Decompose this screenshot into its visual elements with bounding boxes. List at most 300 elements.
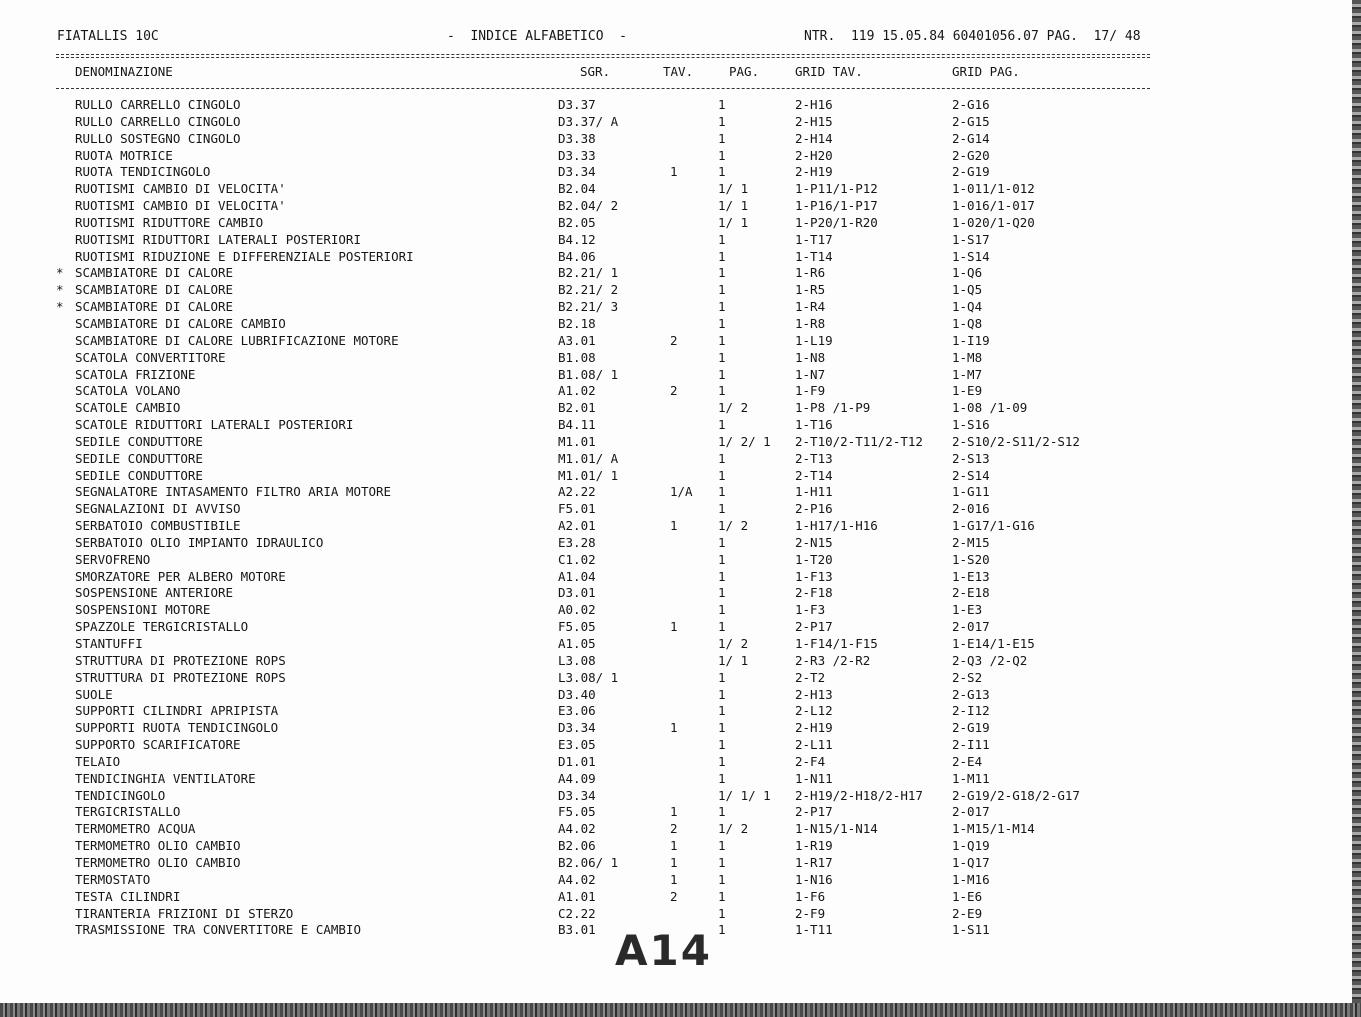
part-name: STRUTTURA DI PROTEZIONE ROPS [75, 652, 286, 668]
part-name: RUOTISMI RIDUZIONE E DIFFERENZIALE POSTERIORI [75, 248, 414, 264]
pag-value: 1/ 2 [718, 518, 749, 534]
pag-value: 1 [718, 265, 726, 281]
part-name: RUOTA TENDICINGOLO [75, 164, 211, 180]
table-row [0, 468, 1361, 485]
table-row [0, 97, 1361, 114]
pag-value: 1 [718, 450, 726, 466]
pag-value: 1 [718, 602, 726, 618]
row-marker: * [56, 265, 64, 281]
row-marker: * [56, 299, 64, 315]
grid-pag-value: 1-S20 [952, 551, 990, 567]
header-divider-top [56, 54, 1150, 55]
pag-value: 1 [718, 619, 726, 635]
pag-value: 1 [718, 703, 726, 719]
pag-value: 1 [718, 686, 726, 702]
sgr-code: B2.06 [558, 838, 596, 854]
sgr-code: B4.11 [558, 417, 596, 433]
grid-pag-value: 2-G14 [952, 130, 990, 146]
grid-tav-value: 1-T16 [795, 417, 833, 433]
sgr-code: E3.06 [558, 703, 596, 719]
table-row [0, 215, 1361, 232]
tav-value: 1/A [670, 484, 693, 500]
sgr-code: M1.01/ 1 [558, 467, 619, 483]
grid-tav-value: 1-F14/1-F15 [795, 636, 878, 651]
sgr-code: A2.01 [558, 518, 596, 534]
index-title: - INDICE ALFABETICO - [447, 29, 628, 44]
part-name: RUOTA MOTRICE [75, 147, 173, 163]
tav-value: 1 [670, 871, 678, 887]
pag-value: 1/ 1 [718, 198, 749, 214]
grid-pag-value: 1-S17 [952, 231, 990, 247]
pag-value: 1 [718, 97, 726, 112]
part-name: SCATOLE CAMBIO [75, 400, 181, 416]
grid-tav-value: 2-H19 [795, 164, 833, 180]
grid-tav-value: 1-F6 [795, 888, 826, 904]
sgr-code: D3.38 [558, 130, 596, 146]
table-row [0, 148, 1361, 165]
pag-value: 1 [718, 299, 726, 315]
table-row [0, 569, 1361, 586]
grid-pag-value: 1-S16 [952, 417, 990, 433]
part-name: RULLO CARRELLO CINGOLO [75, 113, 241, 129]
grid-tav-value: 1-R5 [795, 282, 826, 298]
scan-edge-right [1352, 0, 1361, 1003]
pag-value: 1 [718, 804, 726, 820]
part-name: RULLO CARRELLO CINGOLO [75, 97, 241, 112]
part-name: RUOTISMI RIDUTTORI LATERALI POSTERIORI [75, 231, 361, 247]
pag-value: 1/ 2/ 1 [718, 433, 771, 449]
grid-pag-value: 1-08 /1-09 [952, 400, 1028, 416]
pag-value: 1 [718, 147, 726, 163]
pag-value: 1 [718, 534, 726, 550]
grid-tav-value: 2-T2 [795, 669, 826, 685]
table-row [0, 350, 1361, 367]
col-grid-pag-header: GRID PAG. [952, 64, 1020, 79]
sgr-code: A2.22 [558, 484, 596, 500]
pag-value: 1/ 1 [718, 652, 749, 668]
part-name: SCAMBIATORE DI CALORE [75, 265, 234, 281]
table-row [0, 653, 1361, 670]
tav-value: 1 [670, 854, 678, 870]
grid-pag-value: 1-E14/1-E15 [952, 636, 1035, 651]
table-row [0, 181, 1361, 198]
part-name: SEDILE CONDUTTORE [75, 467, 203, 483]
table-row [0, 771, 1361, 788]
part-name: TERGICRISTALLO [75, 804, 181, 820]
part-name: SEGNALATORE INTASAMENTO FILTRO ARIA MOTORE [75, 484, 392, 500]
col-sgr-header: SGR. [580, 64, 611, 79]
grid-tav-value: 2-H13 [795, 686, 833, 702]
table-row [0, 198, 1361, 215]
table-row [0, 838, 1361, 855]
pag-value: 1 [718, 282, 726, 298]
grid-tav-value: 2-T13 [795, 450, 833, 466]
grid-pag-value: 1-Q5 [952, 282, 983, 298]
sgr-code: B2.04/ 2 [558, 198, 619, 214]
grid-tav-value: 1-P16/1-P17 [795, 198, 878, 214]
grid-tav-value: 2-P17 [795, 804, 833, 820]
grid-tav-value: 1-N15/1-N14 [795, 821, 878, 837]
sgr-code: E3.05 [558, 737, 596, 753]
grid-tav-value: 1-N16 [795, 871, 833, 887]
page-header [0, 29, 1361, 49]
sgr-code: D3.34 [558, 164, 596, 180]
grid-tav-value: 1-N8 [795, 349, 826, 365]
table-row [0, 889, 1361, 906]
table-row [0, 282, 1361, 299]
sgr-code: F5.05 [558, 619, 596, 635]
table-row [0, 804, 1361, 821]
sgr-code: B4.12 [558, 231, 596, 247]
tav-value: 1 [670, 804, 678, 820]
grid-tav-value: 2-F9 [795, 905, 826, 921]
part-name: SERBATOIO OLIO IMPIANTO IDRAULICO [75, 534, 324, 550]
row-marker: * [56, 282, 64, 298]
grid-pag-value: 1-020/1-Q20 [952, 214, 1035, 230]
grid-pag-value: 1-S11 [952, 922, 990, 938]
pag-value: 1/ 1/ 1 [718, 787, 771, 803]
sgr-code: F5.05 [558, 804, 596, 820]
part-name: TIRANTERIA FRIZIONI DI STERZO [75, 905, 294, 921]
sgr-code: A1.02 [558, 383, 596, 399]
pag-value: 1 [718, 770, 726, 786]
grid-pag-value: 1-E3 [952, 602, 983, 618]
table-row [0, 518, 1361, 535]
sgr-code: D3.01 [558, 585, 596, 601]
sgr-code: B2.21/ 1 [558, 265, 619, 281]
pag-value: 1 [718, 720, 726, 736]
grid-pag-value: 2-G13 [952, 686, 990, 702]
grid-pag-value: 1-E9 [952, 383, 983, 399]
page-stamp: A14 [615, 926, 712, 975]
grid-pag-value: 2-017 [952, 804, 990, 820]
sgr-code: D3.34 [558, 720, 596, 736]
grid-tav-value: 2-T14 [795, 467, 833, 483]
table-row [0, 265, 1361, 282]
table-row [0, 164, 1361, 181]
grid-pag-value: 2-M15 [952, 534, 990, 550]
part-name: SOSPENSIONE ANTERIORE [75, 585, 234, 601]
sgr-code: C2.22 [558, 905, 596, 921]
tav-value: 2 [670, 888, 678, 904]
grid-tav-value: 1-N7 [795, 366, 826, 382]
part-name: STRUTTURA DI PROTEZIONE ROPS [75, 669, 286, 685]
grid-tav-value: 1-T17 [795, 231, 833, 247]
grid-pag-value: 1-M8 [952, 349, 983, 365]
part-name: SCATOLA CONVERTITORE [75, 349, 226, 365]
sgr-code: B2.04 [558, 181, 596, 197]
table-row [0, 737, 1361, 754]
part-name: SCAMBIATORE DI CALORE [75, 282, 234, 298]
pag-value: 1 [718, 669, 726, 685]
part-name: SEDILE CONDUTTORE [75, 450, 203, 466]
sgr-code: A1.04 [558, 568, 596, 584]
grid-pag-value: 1-G11 [952, 484, 990, 500]
pag-value: 1 [718, 585, 726, 601]
grid-pag-value: 2-S13 [952, 450, 990, 466]
part-name: RUOTISMI RIDUTTORE CAMBIO [75, 214, 264, 230]
pag-value: 1 [718, 467, 726, 483]
grid-tav-value: 1-F9 [795, 383, 826, 399]
grid-tav-value: 2-H15 [795, 113, 833, 129]
pag-value: 1 [718, 753, 726, 769]
pag-value: 1 [718, 231, 726, 247]
grid-tav-value: 1-F13 [795, 568, 833, 584]
index-table [0, 97, 1361, 939]
part-name: RULLO SOSTEGNO CINGOLO [75, 130, 241, 146]
part-name: SERVOFRENO [75, 551, 151, 567]
pag-value: 1 [718, 315, 726, 331]
part-name: SCATOLA VOLANO [75, 383, 181, 399]
part-name: TERMOMETRO OLIO CAMBIO [75, 854, 241, 870]
grid-pag-value: 1-M7 [952, 366, 983, 382]
table-row [0, 670, 1361, 687]
grid-pag-value: 1-Q6 [952, 265, 983, 281]
grid-tav-value: 1-R17 [795, 854, 833, 870]
pag-value: 1 [718, 366, 726, 382]
pag-value: 1 [718, 905, 726, 921]
table-row [0, 484, 1361, 501]
sgr-code: L3.08 [558, 652, 596, 668]
pag-value: 1 [718, 737, 726, 753]
sgr-code: L3.08/ 1 [558, 669, 619, 685]
table-row [0, 703, 1361, 720]
pag-value: 1/ 2 [718, 636, 749, 651]
part-name: SEGNALAZIONI DI AVVISO [75, 501, 241, 517]
table-row [0, 417, 1361, 434]
col-name-header: DENOMINAZIONE [75, 64, 173, 79]
grid-tav-value: 2-P16 [795, 501, 833, 517]
table-row [0, 906, 1361, 923]
sgr-code: A4.02 [558, 871, 596, 887]
grid-tav-value: 2-L12 [795, 703, 833, 719]
sgr-code: D3.40 [558, 686, 596, 702]
table-row [0, 383, 1361, 400]
grid-pag-value: 1-I19 [952, 332, 990, 348]
part-name: SCAMBIATORE DI CALORE LUBRIFICAZIONE MOTORE [75, 332, 399, 348]
pag-value: 1 [718, 349, 726, 365]
grid-pag-value: 2-017 [952, 619, 990, 635]
grid-tav-value: 2-H19 [795, 720, 833, 736]
table-row [0, 333, 1361, 350]
grid-pag-value: 1-E13 [952, 568, 990, 584]
table-row [0, 720, 1361, 737]
table-row [0, 872, 1361, 889]
tav-value: 1 [670, 720, 678, 736]
table-row [0, 585, 1361, 602]
sgr-code: B2.21/ 2 [558, 282, 619, 298]
grid-tav-value: 1-P20/1-R20 [795, 214, 878, 230]
header-divider-bottom [56, 88, 1150, 89]
pag-value: 1 [718, 383, 726, 399]
sgr-code: B2.21/ 3 [558, 299, 619, 315]
part-name: TENDICINGHIA VENTILATORE [75, 770, 256, 786]
pag-value: 1 [718, 838, 726, 854]
grid-pag-value: 2-G15 [952, 113, 990, 129]
grid-tav-value: 1-R6 [795, 265, 826, 281]
table-row [0, 114, 1361, 131]
grid-pag-value: 1-Q17 [952, 854, 990, 870]
grid-pag-value: 1-Q8 [952, 315, 983, 331]
part-name: TENDICINGOLO [75, 787, 166, 803]
table-row [0, 636, 1361, 653]
sgr-code: B2.06/ 1 [558, 854, 619, 870]
part-name: SUPPORTO SCARIFICATORE [75, 737, 241, 753]
col-grid-tav-header: GRID TAV. [795, 64, 863, 79]
part-name: TERMOMETRO OLIO CAMBIO [75, 838, 241, 854]
table-row [0, 249, 1361, 266]
grid-pag-value: 2-S10/2-S11/2-S12 [952, 433, 1080, 449]
pag-value: 1 [718, 501, 726, 517]
sgr-code: B4.06 [558, 248, 596, 264]
grid-tav-value: 2-H19/2-H18/2-H17 [795, 787, 923, 803]
grid-pag-value: 2-E18 [952, 585, 990, 601]
sgr-code: B2.01 [558, 400, 596, 416]
pag-value: 1 [718, 130, 726, 146]
sgr-code: B2.18 [558, 315, 596, 331]
col-pag-header: PAG. [729, 64, 760, 79]
grid-tav-value: 2-H14 [795, 130, 833, 146]
header-divider-top-2 [56, 57, 1150, 58]
table-row [0, 451, 1361, 468]
grid-pag-value: 2-S2 [952, 669, 983, 685]
part-name: SUPPORTI CILINDRI APRIPISTA [75, 703, 279, 719]
grid-pag-value: 1-Q4 [952, 299, 983, 315]
grid-pag-value: 1-S14 [952, 248, 990, 264]
grid-tav-value: 1-P11/1-P12 [795, 181, 878, 197]
pag-value: 1 [718, 888, 726, 904]
grid-tav-value: 2-R3 /2-R2 [795, 652, 871, 668]
grid-pag-value: 1-M15/1-M14 [952, 821, 1035, 837]
grid-tav-value: 1-T11 [795, 922, 833, 938]
pag-value: 1 [718, 164, 726, 180]
sgr-code: B2.05 [558, 214, 596, 230]
part-name: TERMOMETRO ACQUA [75, 821, 196, 837]
grid-pag-value: 2-G19/2-G18/2-G17 [952, 787, 1080, 803]
machine-model: FIATALLIS 10C [57, 29, 159, 44]
part-name: SMORZATORE PER ALBERO MOTORE [75, 568, 286, 584]
sgr-code: D3.33 [558, 147, 596, 163]
tav-value: 1 [670, 838, 678, 854]
part-name: SCATOLA FRIZIONE [75, 366, 196, 382]
sgr-code: M1.01/ A [558, 450, 619, 466]
grid-tav-value: 1-H17/1-H16 [795, 518, 878, 534]
pag-value: 1 [718, 551, 726, 567]
grid-tav-value: 1-T20 [795, 551, 833, 567]
table-row [0, 367, 1361, 384]
table-row [0, 535, 1361, 552]
part-name: TRASMISSIONE TRA CONVERTITORE E CAMBIO [75, 922, 361, 938]
table-row [0, 754, 1361, 771]
sgr-code: E3.28 [558, 534, 596, 550]
table-row [0, 316, 1361, 333]
grid-tav-value: 2-F4 [795, 753, 826, 769]
grid-pag-value: 2-E4 [952, 753, 983, 769]
table-row [0, 434, 1361, 451]
sgr-code: D3.34 [558, 787, 596, 803]
grid-tav-value: 2-N15 [795, 534, 833, 550]
sgr-code: B1.08/ 1 [558, 366, 619, 382]
sgr-code: B3.01 [558, 922, 596, 938]
part-name: SERBATOIO COMBUSTIBILE [75, 518, 241, 534]
pag-value: 1 [718, 854, 726, 870]
document-reference: NTR. 119 15.05.84 60401056.07 PAG. 17/ 48 [804, 29, 1141, 44]
grid-tav-value: 1-P8 /1-P9 [795, 400, 871, 416]
sgr-code: B1.08 [558, 349, 596, 365]
sgr-code: M1.01 [558, 433, 596, 449]
grid-tav-value: 1-L19 [795, 332, 833, 348]
table-row [0, 821, 1361, 838]
table-row [0, 788, 1361, 805]
grid-pag-value: 2-G19 [952, 720, 990, 736]
grid-pag-value: 1-M16 [952, 871, 990, 887]
table-row [0, 602, 1361, 619]
grid-pag-value: 1-Q19 [952, 838, 990, 854]
column-headers [0, 64, 1361, 82]
part-name: TERMOSTATO [75, 871, 151, 887]
part-name: TESTA CILINDRI [75, 888, 181, 904]
grid-tav-value: 1-R8 [795, 315, 826, 331]
tav-value: 1 [670, 619, 678, 635]
grid-pag-value: 2-E9 [952, 905, 983, 921]
part-name: SCAMBIATORE DI CALORE [75, 299, 234, 315]
tav-value: 1 [670, 518, 678, 534]
sgr-code: D3.37 [558, 97, 596, 112]
sgr-code: A4.09 [558, 770, 596, 786]
sgr-code: A0.02 [558, 602, 596, 618]
grid-tav-value: 2-T10/2-T11/2-T12 [795, 433, 923, 449]
pag-value: 1 [718, 332, 726, 348]
col-tav-header: TAV. [663, 64, 694, 79]
part-name: SUPPORTI RUOTA TENDICINGOLO [75, 720, 279, 736]
grid-tav-value: 1-R19 [795, 838, 833, 854]
part-name: SUOLE [75, 686, 113, 702]
part-name: SPAZZOLE TERGICRISTALLO [75, 619, 249, 635]
part-name: STANTUFFI [75, 636, 143, 651]
table-row [0, 299, 1361, 316]
grid-pag-value: 2-G20 [952, 147, 990, 163]
part-name: SEDILE CONDUTTORE [75, 433, 203, 449]
pag-value: 1/ 1 [718, 181, 749, 197]
table-row [0, 552, 1361, 569]
grid-pag-value: 2-S14 [952, 467, 990, 483]
grid-pag-value: 2-016 [952, 501, 990, 517]
table-row [0, 232, 1361, 249]
part-name: TELAIO [75, 753, 121, 769]
table-row [0, 687, 1361, 704]
table-row [0, 855, 1361, 872]
part-name: SCATOLE RIDUTTORI LATERALI POSTERIORI [75, 417, 354, 433]
grid-tav-value: 1-N11 [795, 770, 833, 786]
sgr-code: D3.37/ A [558, 113, 619, 129]
part-name: SCAMBIATORE DI CALORE CAMBIO [75, 315, 286, 331]
grid-tav-value: 2-L11 [795, 737, 833, 753]
pag-value: 1/ 2 [718, 400, 749, 416]
pag-value: 1 [718, 484, 726, 500]
pag-value: 1/ 2 [718, 821, 749, 837]
grid-pag-value: 2-I11 [952, 737, 990, 753]
pag-value: 1 [718, 248, 726, 264]
sgr-code: D1.01 [558, 753, 596, 769]
table-row [0, 501, 1361, 518]
sgr-code: A4.02 [558, 821, 596, 837]
grid-tav-value: 2-H16 [795, 97, 833, 112]
grid-tav-value: 2-F18 [795, 585, 833, 601]
sgr-code: A3.01 [558, 332, 596, 348]
pag-value: 1 [718, 417, 726, 433]
tav-value: 1 [670, 164, 678, 180]
part-name: RUOTISMI CAMBIO DI VELOCITA' [75, 181, 286, 197]
